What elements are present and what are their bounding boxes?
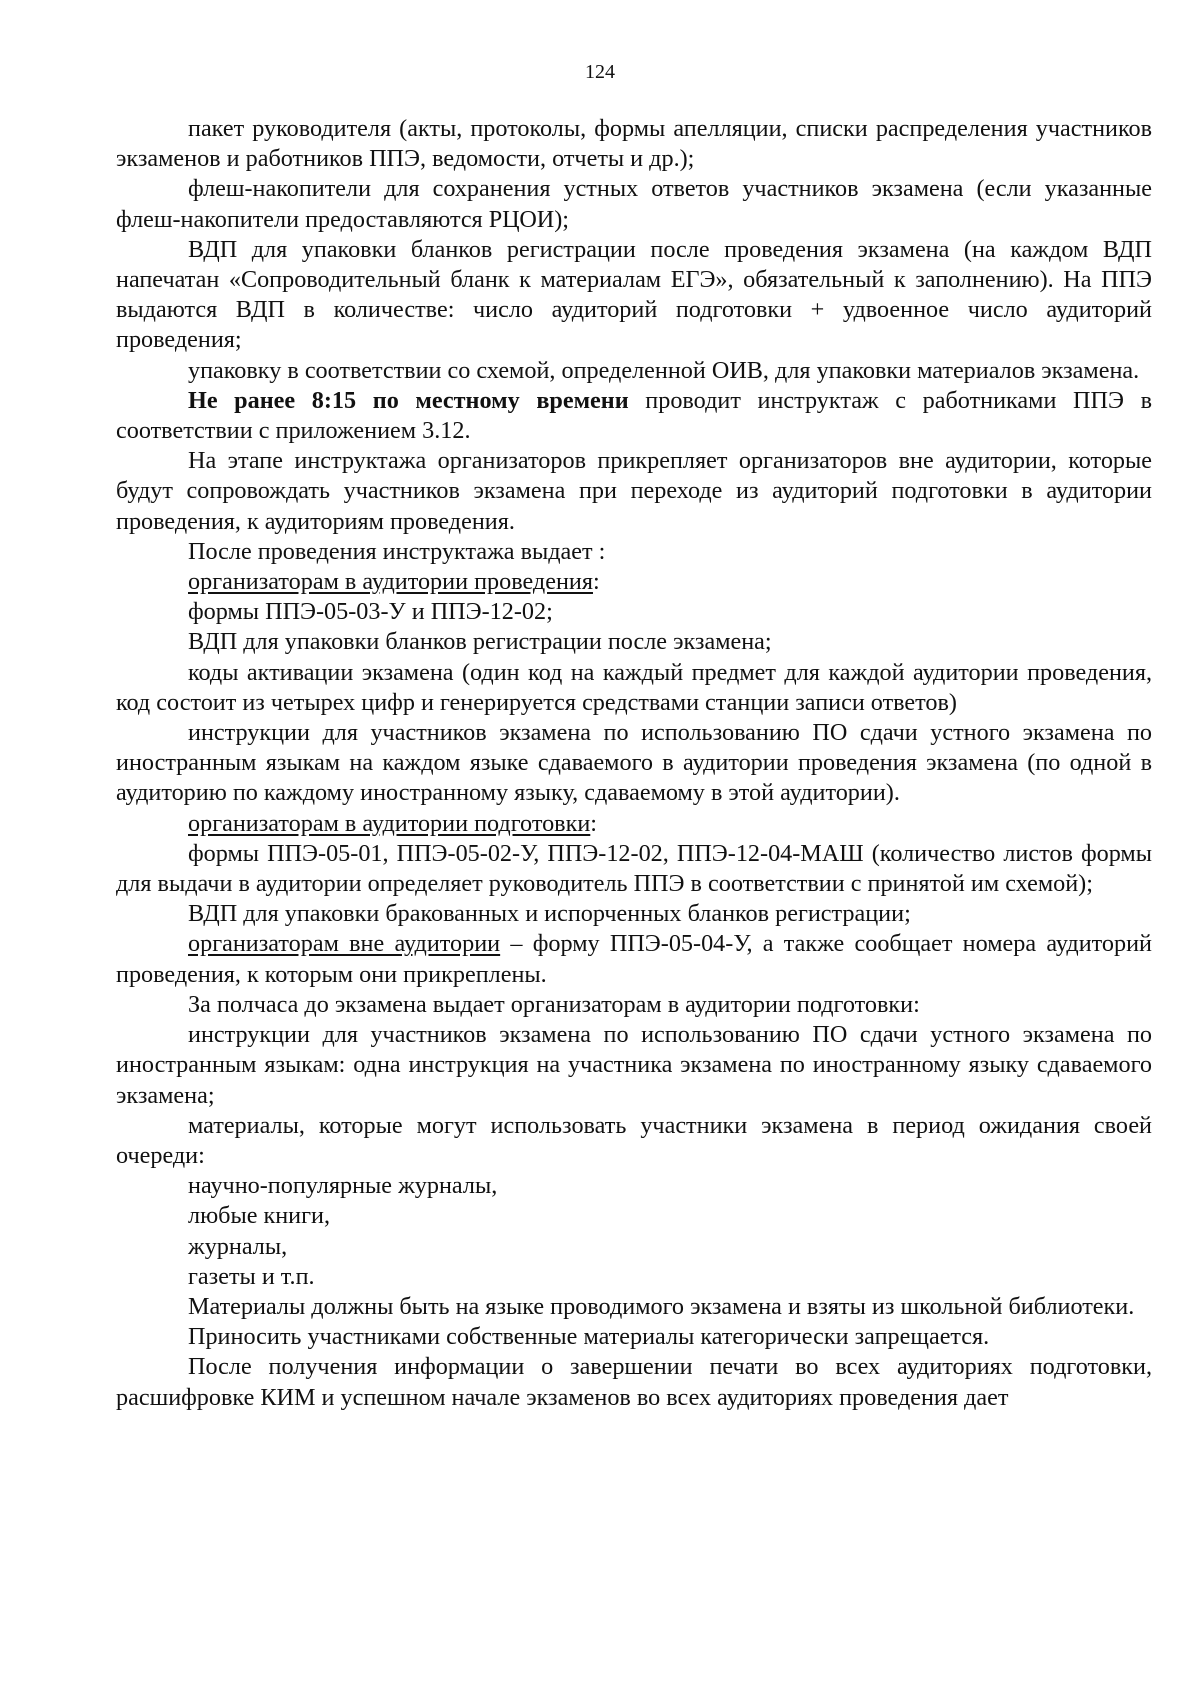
paragraph-half-hour-before: За полчаса до экзамена выдает организаторам в аудитории подготовки: <box>188 990 920 1018</box>
document-body <box>116 114 1152 1413</box>
paragraph-briefing-stage: На этапе инструктажа организаторов прикрепляет организаторов вне аудитории, которые будут сопровождать участников экзамена при переходе из аудиторий подготовки в аудитории проведения, к аудиториям проведения. <box>116 447 1152 535</box>
paragraph-instructions-prep-room: инструкции для участников экзамена по использованию ПО сдачи устного экзамена по иностранным языкам: одна инструкция на участника экзамена по иностранному языку сдаваемого экзамена; <box>116 1021 1152 1109</box>
paragraph-forms-exam-room: формы ППЭ-05-03-У и ППЭ-12-02; <box>188 598 553 626</box>
list-item-popular-science: научно-популярные журналы, <box>188 1172 498 1200</box>
paragraph-instructions-exam-room: инструкции для участников экзамена по использованию ПО сдачи устного экзамена по иностранным языкам на каждом языке сдаваемого в аудитории проведения экзамена (по одной в аудиторию по каждому иностранному языку, сдаваемому в этой аудитории). <box>116 719 1152 807</box>
exam-room-organizers-colon: : <box>592 568 600 596</box>
list-item-newspapers: газеты и т.п. <box>188 1262 315 1290</box>
paragraph-packaging: упаковку в соответствии со схемой, определенной ОИВ, для упаковки материалов экзамена. <box>188 356 1140 384</box>
paragraph-materials-language: Материалы должны быть на языке проводимого экзамена и взяты из школьной библиотеки. <box>188 1292 1135 1320</box>
exam-room-organizers-heading: организаторам в аудитории проведения <box>188 568 593 596</box>
page-number: 124 <box>585 61 615 83</box>
paragraph-after-briefing: После проведения инструктажа выдает : <box>188 537 606 565</box>
paragraph-outside-organizers <box>116 929 1152 989</box>
list-item-magazines: журналы, <box>188 1232 288 1260</box>
outside-organizers-text: – форму ППЭ-05-04-У, а также сообщает номера аудиторий проведения, к которым они прикреплены. <box>116 930 1152 988</box>
paragraph-exam-room-organizers <box>116 567 1152 597</box>
paragraph-leader-package: пакет руководителя (акты, протоколы, формы апелляции, списки распределения участников экзаменов и работников ППЭ, ведомости, отчеты и др.); <box>116 115 1152 173</box>
prep-room-organizers-colon: : <box>590 809 598 837</box>
paragraph-vdp-defective: ВДП для упаковки бракованных и испорченных бланков регистрации; <box>188 900 911 928</box>
paragraph-after-print-info: После получения информации о завершении печати во всех аудиториях подготовки, расшифровке КИМ и успешном начале экзаменов во всех аудиториях проведения дает <box>116 1353 1152 1411</box>
paragraph-flash-drives: флеш-накопители для сохранения устных ответов участников экзамена (если указанные флеш-накопители предоставляются РЦОИ); <box>116 175 1152 233</box>
paragraph-waiting-materials: материалы, которые могут использовать участники экзамена в период ожидания своей очереди: <box>116 1111 1152 1169</box>
paragraph-own-materials-forbidden: Приносить участниками собственные материалы категорически запрещается. <box>188 1323 990 1351</box>
briefing-time-bold: Не ранее 8:15 по местному времени <box>188 386 629 414</box>
paragraph-vdp-registration: ВДП для упаковки бланков регистрации после проведения экзамена (на каждом ВДП напечатан «Сопроводительный бланк к материалам ЕГЭ», обязательный к заполнению). На ППЭ выдаются ВДП в количестве: число аудиторий подготовки + удвоенное число аудиторий проведения; <box>116 235 1152 354</box>
list-item-books: любые книги, <box>188 1202 331 1230</box>
paragraph-activation-codes: коды активации экзамена (один код на каждый предмет для каждой аудитории проведения, код состоит из четырех цифр и генерируется средствами станции записи ответов) <box>116 658 1152 716</box>
outside-organizers-heading: организаторам вне аудитории <box>188 930 501 958</box>
briefing-time-text: проводит инструктаж с работниками ППЭ в соответствии с приложением 3.12. <box>116 386 1152 445</box>
paragraph-vdp-after-exam: ВДП для упаковки бланков регистрации после экзамена; <box>188 628 772 656</box>
paragraph-briefing-time <box>116 386 1152 446</box>
prep-room-organizers-heading: организаторам в аудитории подготовки <box>188 809 591 837</box>
paragraph-forms-prep-room: формы ППЭ-05-01, ППЭ-05-02-У, ППЭ-12-02, ППЭ-12-04-МАШ (количество листов формы для выдачи в аудитории определяет руководитель ППЭ в соответствии с принятой им схемой); <box>116 839 1152 898</box>
paragraph-prep-room-organizers <box>116 809 1152 839</box>
